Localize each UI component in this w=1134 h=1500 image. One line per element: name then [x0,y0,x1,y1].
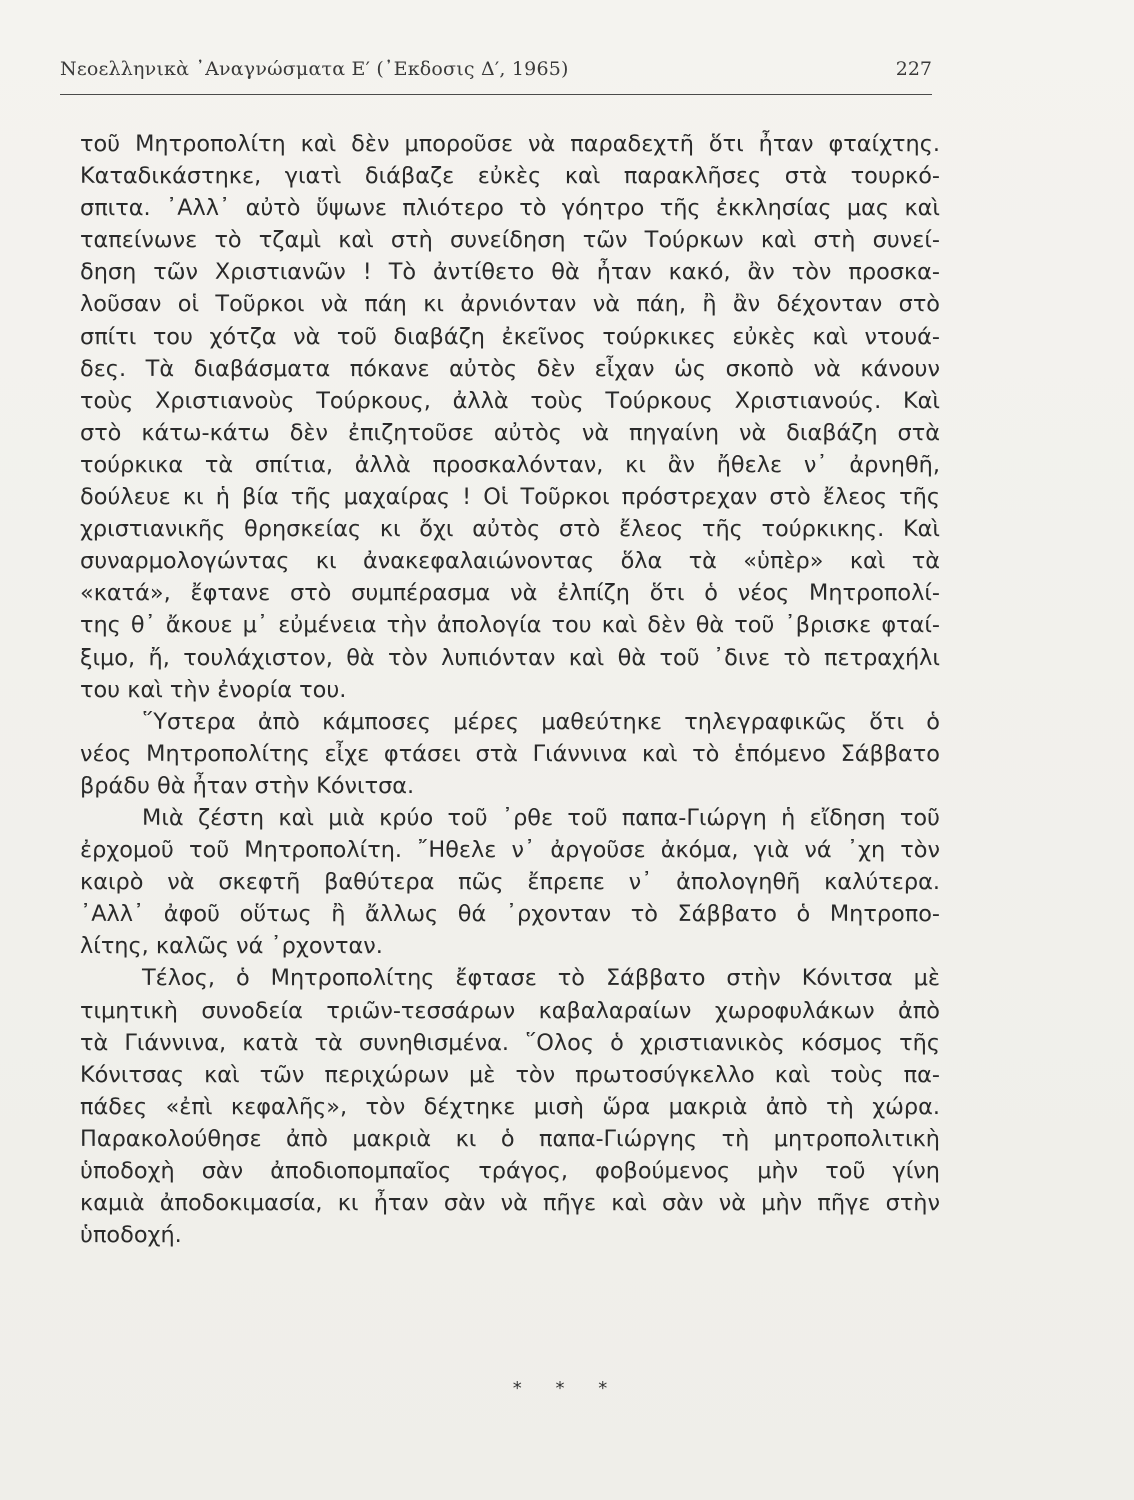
text-line: τοῦ Μητροπολίτη καὶ δὲν μποροῦσε νὰ παραδεχτῆ ὅτι ἦταν φταίχτης. [80,131,940,157]
text-line: βράδυ θὰ ἦταν στὴν Κόνιτσα. [80,772,415,799]
text-line: καιρὸ νὰ σκεφτῆ βαθύτερα πῶς ἔπρεπε ν᾿ ἀπολογηθῆ καλύτερα. [80,869,940,896]
paragraph [80,706,940,802]
text-line: ᾿Αλλ᾿ ἀφοῦ οὕτως ἢ ἄλλως θά ᾿ρχονταν τὸ Σάββατο ὁ Μητροπο- [80,901,940,928]
body-text [80,128,940,1251]
text-line: δούλευε κι ἡ βία τῆς μαχαίρας ! Οἱ Τοῦρκοι πρόστρεχαν στὸ ἔλεος τῆς [80,484,940,511]
text-line: σπίτι του χότζα νὰ τοῦ διαβάζη ἐκεῖνος τούρκικες εὐκὲς καὶ ντουά- [80,323,940,350]
text-line: ταπείνωνε τὸ τζαμὶ καὶ στὴ συνείδηση τῶν Τούρκων καὶ στὴ συνεί- [80,227,940,254]
paragraph [80,962,940,1251]
text-line: Τέλος, ὁ Μητροπολίτης ἔφτασε τὸ Σάββατο στὴν Κόνιτσα μὲ [142,965,940,992]
text-line: τοὺς Χριστιανοὺς Τούρκους, ἀλλὰ τοὺς Τούρκους Χριστιανούς. Καὶ [80,387,940,414]
text-line: του καὶ τὴν ἐνορία του. [80,676,347,703]
running-header [60,58,936,92]
header-rule [60,94,932,95]
text-line: δηση τῶν Χριστιανῶν ! Τὸ ἀντίθετο θὰ ἦταν κακό, ἂν τὸν προσκα- [80,259,940,286]
text-line: ὑποδοχὴ σὰν ἀποδιοπομπαῖος τράγος, φοβούμενος μὴν τοῦ γίνη [80,1158,940,1184]
paragraph [80,128,940,706]
text-line: δες. Τὰ διαβάσματα πόκανε αὐτὸς δὲν εἶχαν ὡς σκοπὸ νὰ κάνουν [80,355,940,382]
text-line: τιμητικὴ συνοδεία τριῶν-τεσσάρων καβαλαραίων χωροφυλάκων ἀπὸ [80,997,940,1024]
text-line: «κατά», ἔφτανε στὸ συμπέρασμα νὰ ἐλπίζη ὅτι ὁ νέος Μητροπολί- [80,580,940,607]
page-number: 227 [895,58,932,80]
text-line: ῞Υστερα ἀπὸ κάμποσες μέρες μαθεύτηκε τηλεγραφικῶς ὅτι ὁ [142,708,940,735]
text-line: σπιτα. ᾿Αλλ᾿ αὐτὸ ὕψωνε πλιότερο τὸ γόητρο τῆς ἐκκλησίας μας καὶ [80,195,940,222]
running-header-title: Νεοελληνικὰ ᾿Αναγνώσματα Ε′ (᾿Εκδοσις Δ′, 1965) [60,58,569,80]
text-line: της θ᾿ ἄκουε μ᾿ εὐμένεια τὴν ἀπολογία του καὶ δὲν θὰ τοῦ ᾿βρισκε φταί- [80,612,940,639]
text-line: καμιὰ ἀποδοκιμασία, κι ἦταν σὰν νὰ πῆγε καὶ σὰν νὰ μὴν πῆγε στὴν [80,1190,940,1217]
text-line: στὸ κάτω-κάτω δὲν ἐπιζητοῦσε αὐτὸς νὰ πηγαίνη νὰ διαβάζη στὰ [80,419,940,446]
text-line: χριστιανικῆς θρησκείας κι ὄχι αὐτὸς στὸ ἔλεος τῆς τούρκικης. Καὶ [80,516,940,543]
text-line: Παρακολούθησε ἀπὸ μακριὰ κι ὁ παπα-Γιώργης τὴ μητροπολιτικὴ [80,1125,940,1152]
text-line: λοῦσαν οἱ Τοῦρκοι νὰ πάη κι ἀρνιόνταν νὰ πάη, ἢ ἂν δέχονταν στὸ [80,291,940,318]
text-line: ὑποδοχή. [80,1222,182,1249]
text-line: πάδες «ἐπὶ κεφαλῆς», τὸν δέχτηκε μισὴ ὥρα μακριὰ ἀπὸ τὴ χώρα. [80,1093,940,1120]
text-line: ἐρχομοῦ τοῦ Μητροπολίτη. ῎Ηθελε ν᾿ ἀργοῦσε ἀκόμα, γιὰ νά ᾿χη τὸν [80,837,940,864]
text-line: λίτης, καλῶς νά ᾿ρχονταν. [80,933,383,960]
paragraph [80,802,940,962]
text-line: Καταδικάστηκε, γιατὶ διάβαζε εὐκὲς καὶ παρακλῆσες στὰ τουρκό- [80,163,940,190]
text-line: τούρκικα τὰ σπίτια, ἀλλὰ προσκαλόνταν, κι ἂν ἤθελε ν᾿ ἀρνηθῆ, [80,451,940,478]
text-line: Μιὰ ζέστη καὶ μιὰ κρύο τοῦ ᾿ρθε τοῦ παπα-Γιώργη ἡ εἴδηση τοῦ [142,804,940,831]
text-line: τὰ Γιάννινα, κατὰ τὰ συνηθισμένα. ῞Ολος ὁ χριστιανικὸς κόσμος τῆς [80,1029,940,1056]
section-separator: * * * [512,1378,622,1399]
text-line: συναρμολογώντας κι ἀνακεφαλαιώνοντας ὅλα τὰ «ὑπὲρ» καὶ τὰ [80,548,940,575]
text-line: ξιμο, ἤ, τουλάχιστον, θὰ τὸν λυπιόνταν καὶ θὰ τοῦ ᾿δινε τὸ πετραχήλι [80,644,940,671]
text-line: Κόνιτσας καὶ τῶν περιχώρων μὲ τὸν πρωτοσύγκελλο καὶ τοὺς πα- [80,1061,940,1088]
text-line: νέος Μητροπολίτης εἶχε φτάσει στὰ Γιάννινα καὶ τὸ ἑπόμενο Σάββατο [80,740,940,767]
